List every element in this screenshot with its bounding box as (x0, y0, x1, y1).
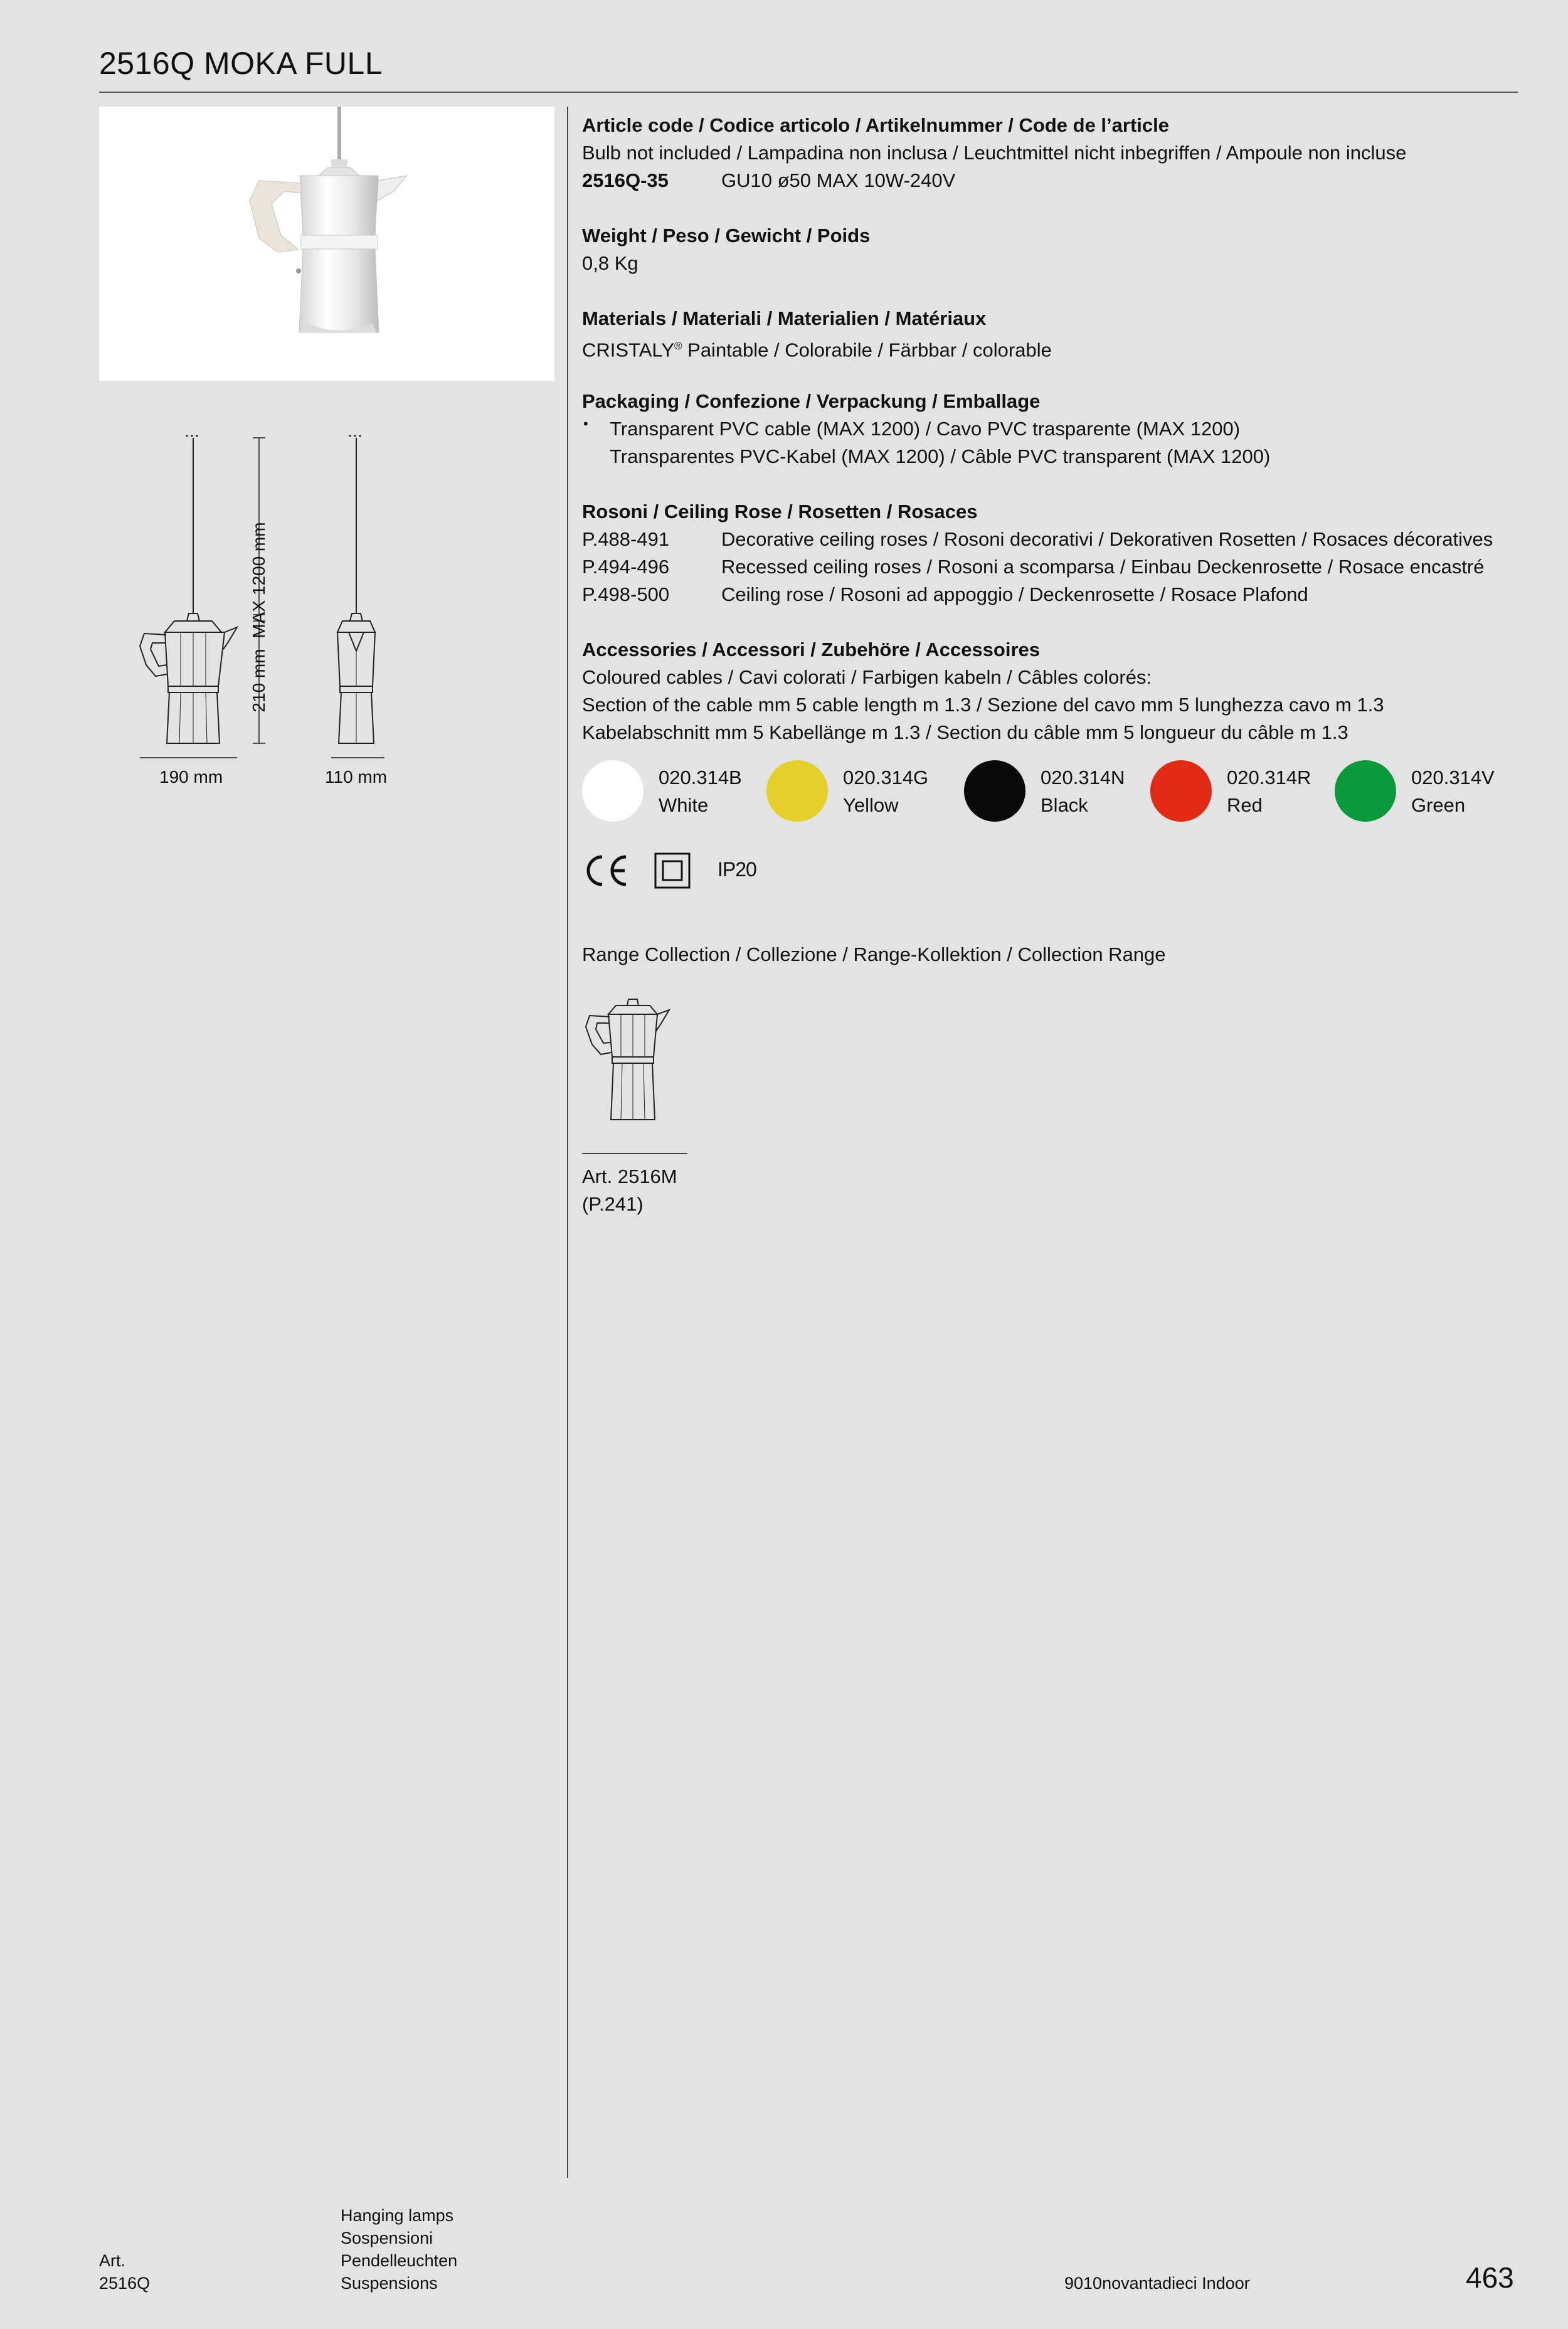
swatch-code: 020.314N (1041, 767, 1125, 788)
rosoni-page: P.488-491 (582, 528, 670, 550)
swatch-code: 020.314G (843, 767, 929, 788)
range-art: Art. 2516M (582, 1165, 677, 1187)
dim-width-side: 110 mm (325, 767, 388, 787)
ce-mark-icon (581, 852, 631, 889)
class-ii-icon (654, 852, 691, 889)
swatch-name: Red (1227, 794, 1263, 816)
footer-art (99, 2249, 150, 2295)
rosoni-desc: Ceiling rose / Rosoni ad appoggio / Deckenrosette / Rosace Plafond (721, 583, 1308, 605)
swatch-code: 020.314V (1411, 767, 1495, 788)
weight-section (582, 222, 1510, 277)
footer-category: Pendelleuchten (341, 2251, 458, 2270)
materials-line (582, 332, 1510, 364)
rosoni-page: P.494-496 (582, 556, 670, 578)
ip-rating: IP20 (718, 858, 756, 881)
swatch-black (964, 760, 1152, 823)
swatch-code: 020.314B (659, 767, 742, 788)
bulb-note: Bulb not included / Lampadina non inclusa / Leuchtmittel nicht inbegriffen / Ampoule non incluse (582, 142, 1407, 164)
footer-categories (341, 2204, 457, 2295)
materials-text: Paintable / Colorabile / Färbbar / colorable (682, 339, 1052, 361)
rosoni-desc: Decorative ceiling roses / Rosoni decorativi / Dekorativen Rosetten / Rosaces décoratives (721, 528, 1493, 550)
registered-mark: ® (674, 340, 682, 352)
swatch-name: Green (1411, 794, 1466, 816)
accessories-line: Kabelabschnitt mm 5 Kabellänge m 1.3 / Section du câble mm 5 longueur du câble m 1.3 (582, 721, 1348, 743)
materials-section (582, 305, 1510, 364)
title-rule (99, 92, 1518, 93)
swatch-name: Black (1041, 794, 1088, 816)
column-divider (567, 107, 568, 2178)
swatch-dot (1150, 760, 1212, 822)
swatch-name: White (659, 794, 709, 816)
accessories-section (582, 636, 1510, 746)
swatch-yellow (766, 760, 955, 823)
packaging-section (582, 388, 1510, 470)
dim-width-front: 190 mm (159, 767, 223, 787)
materials-heading: Materials / Materiali / Materialien / Matériaux (582, 307, 987, 329)
packaging-line-2: Transparentes PVC-Kabel (MAX 1200) / Câble PVC transparent (MAX 1200) (610, 445, 1271, 467)
range-heading: Range Collection / Collezione / Range-Kollektion / Collection Range (582, 943, 1166, 965)
weight-value: 0,8 Kg (582, 252, 638, 274)
materials-brand: CRISTALY (582, 339, 674, 361)
range-page: (P.241) (582, 1193, 644, 1215)
swatch-dot (1335, 760, 1396, 822)
article-code: 2516Q-35 (582, 169, 669, 191)
accessories-line: Coloured cables / Cavi colorati / Farbigen kabeln / Câbles colorés: (582, 666, 1152, 688)
page-title: 2516Q MOKA FULL (99, 46, 383, 81)
rosoni-heading: Rosoni / Ceiling Rose / Rosetten / Rosaces (582, 501, 978, 523)
range-product-drawing (580, 994, 686, 1126)
article-section (582, 112, 1510, 194)
swatch-dot (766, 760, 828, 822)
swatch-dot (964, 760, 1025, 822)
footer-art-code: 2516Q (99, 2274, 151, 2293)
accessories-heading: Accessories / Accessori / Zubehöre / Accessoires (582, 639, 1041, 661)
swatch-white (582, 760, 770, 823)
footer-category: Sospensioni (341, 2229, 433, 2247)
packaging-bullet: • (583, 416, 588, 432)
article-row (582, 167, 1510, 194)
rosoni-row (582, 526, 1510, 553)
packaging-heading: Packaging / Confezione / Verpackung / Emballage (582, 390, 1041, 412)
footer-art-label: Art. (99, 2251, 126, 2270)
page-number: 463 (1466, 2261, 1514, 2294)
swatch-green (1335, 760, 1523, 823)
dim-height: 210 mm (249, 649, 268, 713)
rosoni-desc: Recessed ceiling roses / Rosoni a scomparsa / Einbau Deckenrosette / Rosace encastré (721, 556, 1485, 578)
footer-brand: 9010novantadieci Indoor (1064, 2274, 1250, 2293)
packaging-line-1: Transparent PVC cable (MAX 1200) / Cavo PVC trasparente (MAX 1200) (610, 418, 1241, 440)
dim-max-cable: MAX 1200 mm (249, 522, 268, 639)
range-rule (582, 1153, 687, 1154)
footer-category: Hanging lamps (341, 2206, 454, 2225)
footer-category: Suspensions (341, 2274, 438, 2293)
rosoni-page: P.498-500 (582, 583, 670, 605)
swatch-code: 020.314R (1227, 767, 1311, 788)
rosoni-section (582, 498, 1510, 608)
article-heading: Article code / Codice articolo / Artikelnummer / Code de l’article (582, 114, 1169, 136)
article-spec: GU10 ø50 MAX 10W-240V (721, 169, 956, 191)
rosoni-row (582, 581, 1510, 608)
product-photo (99, 107, 554, 381)
accessories-line: Section of the cable mm 5 cable length m 1.3 / Sezione del cavo mm 5 lunghezza cavo m 1.3 (582, 694, 1384, 716)
rosoni-row (582, 553, 1510, 581)
range-caption (582, 1163, 1510, 1218)
weight-heading: Weight / Peso / Gewicht / Poids (582, 225, 871, 247)
swatch-dot (582, 760, 644, 822)
swatch-name: Yellow (843, 794, 899, 816)
swatch-red (1150, 760, 1338, 823)
